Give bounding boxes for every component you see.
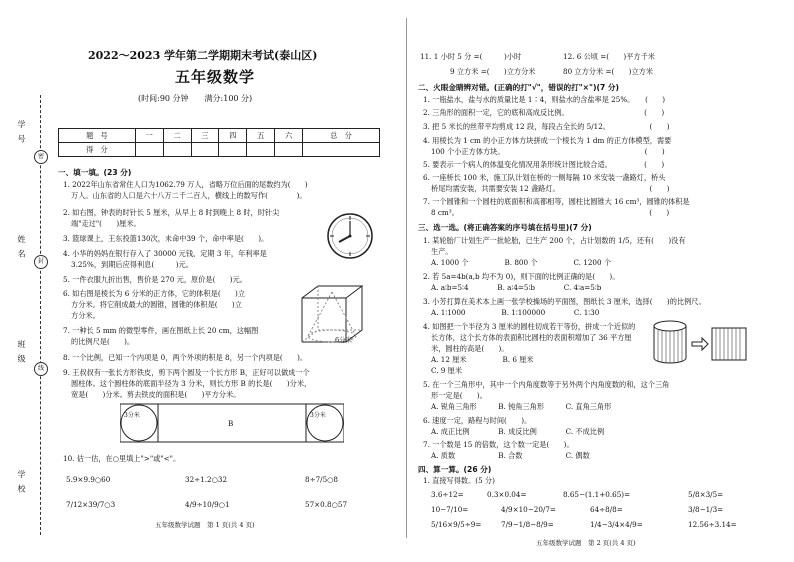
mc-line: A. 12 厘米 B. 6 厘米 [431, 355, 534, 364]
calc-item: 0.3×0.04= [487, 490, 527, 499]
rect-b-label: B [228, 419, 234, 428]
q8: 8. 一个比例，已知一个内项是 0，两个外项的积是 8，另一个内项是( )。 [63, 353, 308, 362]
exam-title: 2022～2023 学年第二学期期末考试(泰山区) [88, 49, 318, 62]
tf-item: 6. 一座桥长 100 米，施工队计划在桥的一侧每隔 10 米安装一盏路灯，桥头 [423, 173, 666, 182]
calc-item: 5/8×3/5= [688, 490, 724, 499]
score-header: 题 号 [59, 129, 136, 143]
mc-line: A. 锐角三角形 B. 钝角三角形 C. 直角三角形 [431, 402, 612, 411]
tf-item: 100 个小正方体方块。 ( ) [431, 147, 665, 156]
q11-b: 12. 6 公顷 =( )平方千米 [563, 52, 655, 61]
q9-line3: 宽是( )分米。剪去铁皮的面积是( )平方分米。 [71, 390, 241, 399]
tf-item: 桥尾均需安装，共需要安装 12 盏路灯。 ( ) [431, 184, 670, 193]
calc-item: 5/16×9/5÷9= [431, 520, 482, 529]
calc-intro: 1. 直接写得数。(5 分) [423, 476, 495, 485]
q11-c: 9 立方米 =( )立方分米 [450, 67, 536, 76]
calc-item: 3.6÷12= [431, 490, 464, 499]
q6-line2: 方分米。将它削成最大的圆锥，圆锥的体积是( )立 [71, 300, 242, 309]
mc-line: A. 质数 B. 合数 C. 偶数 [431, 451, 590, 460]
q2-line2: 端"走过"( )厘米。 [71, 219, 141, 228]
q4-line2: 3.25%，到期后应得利息( )元。 [71, 260, 193, 269]
tf-item: 4. 用棱长为 1 cm 的小正方体方块拼成一个棱长为 1 dm 的正方体模型，需要 [423, 136, 672, 145]
q6-line3: 方分米。 [71, 311, 100, 320]
mc-line: A. 1000 个 B. 800 个 C. 1200 个 [431, 258, 612, 267]
mc-line: A. 1∶1000 B. 1∶100000 C. 1∶30 [431, 308, 600, 317]
q1-line1: 1. 2022年山东省常住人口为1062.79 万人，省略万位后面的尾数约为( ) [63, 180, 308, 189]
calc-item: 12.56÷3.14= [688, 520, 737, 529]
estimate-item: 32÷1.2○32 [185, 475, 228, 484]
label-student-id: 学 号 [17, 120, 26, 145]
q7-line2: 的比例尺是( )。 [71, 337, 135, 346]
q5: 5. 一件衣服九折出售，售价是 270 元，原价是( )元。 [63, 275, 247, 284]
q7-line1: 7. 一种长 5 mm 的微型零件，画在图纸上长 20 cm，这幅图 [63, 326, 259, 335]
circle-radius-left: 3分米 [124, 412, 140, 419]
calc-item: 8.65−(1.1+0.65)= [563, 490, 631, 499]
calc-item: 1/4−3/4×4/9= [590, 520, 643, 529]
seal-mi: 密 [34, 150, 48, 164]
tf-item: 8 cm³。 ( ) [431, 208, 670, 217]
seal-feng: 封 [34, 255, 48, 269]
exam-meta: (时间:90 分钟 满分:100 分) [138, 94, 253, 103]
column-divider [406, 18, 407, 538]
binding-margin [0, 0, 60, 562]
score-header: 五 [247, 129, 275, 143]
q11-a: 11. 1 小时 5 分 =( )小时 [420, 52, 522, 61]
mc-line: 1. 某轮胎厂计划生产一批轮胎，已生产 200 个，占计划数的 1/5，还有( )没有 [423, 236, 686, 245]
tf-item: 1. 一瓶盐水，盐与水的质量比是 1∶4，则盐水的含盐率是 25%。 ( ) [423, 95, 666, 104]
estimate-item: 4/9÷10/9○1 [185, 500, 230, 509]
calc-item: 64÷8/8= [590, 505, 623, 514]
estimate-item: 5.9×9.9○60 [66, 475, 111, 484]
q6-line1: 6. 如右图是棱长为 6 分米的正方体，它的体积是( )立 [63, 289, 246, 298]
score-cell[interactable] [275, 143, 303, 157]
tf-item: 3. 把 5 米长的丝带平均剪成 12 段，每段占全长的 5/12。 ( ) [423, 122, 670, 131]
mc-line: A. 成正比例 B. 成反比例 C. 不成比例 [431, 427, 605, 436]
section-2-heading: 二、火眼金睛辨对错。(正确的打"√"，错误的打"×")(7 分) [418, 83, 619, 92]
q10: 10. 估一估，在○里填上">"或"<"。 [63, 454, 181, 463]
score-header: 三 [191, 129, 219, 143]
mc-line: 米，圆柱的高是( )。 [431, 344, 509, 353]
estimate-item: 7/12×39/7○3 [66, 500, 116, 509]
tf-item: 7. 一个圆锥和一个圆柱的底面积和高都相等，圆柱比圆锥大 16 cm³，圆锥的体积是 [423, 197, 690, 206]
mc-line: 5. 在一个三角形中，其中一个内角度数等于另外两个内角度数的和，这个三角 [423, 380, 670, 389]
q9-line1: 9. 王叔叔有一张长方形铁皮，剪下两个圆及一个长方形 B，正好可以做成一个 [63, 368, 310, 377]
q4-line1: 4. 小华的妈妈在银行存入了 30000 元钱，定期 3 年，年利率是 [63, 249, 267, 258]
cylinder-slice-figure [650, 318, 750, 368]
q2-line1: 2. 如右图，钟表的时针长 5 厘米，从早上 8 时到晚上 8 时，时针尖 [63, 208, 280, 217]
mc-line: 生产。 [431, 247, 453, 256]
subject-title: 五年级数学 [175, 68, 256, 86]
section-3-heading: 三、选一选。(将正确答案的序号填在括号里)(7 分) [418, 223, 592, 232]
mc-line: 4. 如图把一个半径为 3 厘米的圆柱切成若干等份，拼成一个近似的 [423, 322, 636, 331]
q3: 3. 篮球课上，王东投篮130次，未命中39 个，命中率是( )。 [63, 234, 269, 243]
q11-d: 80 立方分米 =( )立方米 [563, 67, 654, 76]
estimate-item: 8÷7/5○8 [305, 475, 339, 484]
mc-line: 长方体，这个长方体的表面积比圆柱的表面积增加了 36 平方厘 [431, 333, 632, 342]
mc-line: 7. 一个数是 15 的倍数，这个数一定是( )。 [423, 440, 574, 449]
cube-label: 6分米 [335, 336, 353, 344]
label-school: 学 校 [17, 470, 26, 495]
section-1-heading: 一、填一填。(23 分) [58, 168, 132, 177]
calc-item: 4/9×10−20/7= [501, 505, 556, 514]
score-cell[interactable] [163, 143, 191, 157]
score-cell[interactable] [219, 143, 247, 157]
score-header: 总 分 [303, 129, 380, 143]
section-4-heading: 四、算一算。(26 分) [418, 465, 492, 474]
tf-item: 2. 三角形的面积一定，它的底和高成反比例。 ( ) [423, 108, 665, 117]
q1-line2: 万人。山东省的人口是六十八万二千二百人，横线上的数写作( )。 [71, 191, 307, 200]
mc-line: 2. 若 5a=4b(a,b 均不为 0)，则下面的比例正确的是( )。 [423, 272, 620, 281]
estimate-item: 57×0.8○57 [305, 500, 348, 509]
calc-item: 10−7/10= [431, 505, 469, 514]
score-cell[interactable] [247, 143, 275, 157]
mc-line: A. a∶b=5∶4 B. a∶4=5∶b C. 4∶a=5∶b [431, 283, 602, 292]
score-header: 六 [275, 129, 303, 143]
seal-xian: 线 [34, 362, 48, 376]
label-class: 班 级 [17, 340, 26, 365]
score-header: 二 [163, 129, 191, 143]
clock-figure [326, 212, 374, 260]
score-table [58, 128, 380, 157]
score-row-label: 得 分 [59, 143, 136, 157]
calc-item: 3/8−1/3= [688, 505, 724, 514]
mc-line: 形一定是( )。 [431, 391, 487, 400]
score-cell[interactable] [191, 143, 219, 157]
mc-line: C. 9 厘米 [431, 366, 463, 375]
mc-line: 6. 速度一定，路程与时间( )。 [423, 416, 532, 425]
page-footer-1: 五年级数学试题 第 1 页(共 4 页) [155, 521, 255, 529]
score-cell[interactable] [135, 143, 163, 157]
page-footer-2: 五年级数学试题 第 2 页(共 4 页) [536, 539, 636, 547]
circle-radius-right: 3分米 [310, 412, 326, 419]
tf-item: 5. 要表示一个病人的体温变化情况用条形统计图比较合适。 ( ) [423, 160, 665, 169]
q9-line2: 圆柱体。这个圆柱体的底面半径为 3 分米，则长方形 B 的长是( )分米， [71, 379, 312, 388]
calc-item: 7/9−1/8−8/9= [501, 520, 554, 529]
mc-line: 3. 小芳打算在美术本上画一张学校操场的平面图，图纸长 3 厘米，选择( )的比例尺。 [423, 297, 706, 306]
score-header: 四 [219, 129, 247, 143]
label-name: 姓 名 [17, 235, 26, 260]
score-header: 一 [135, 129, 163, 143]
score-cell[interactable] [303, 143, 380, 157]
